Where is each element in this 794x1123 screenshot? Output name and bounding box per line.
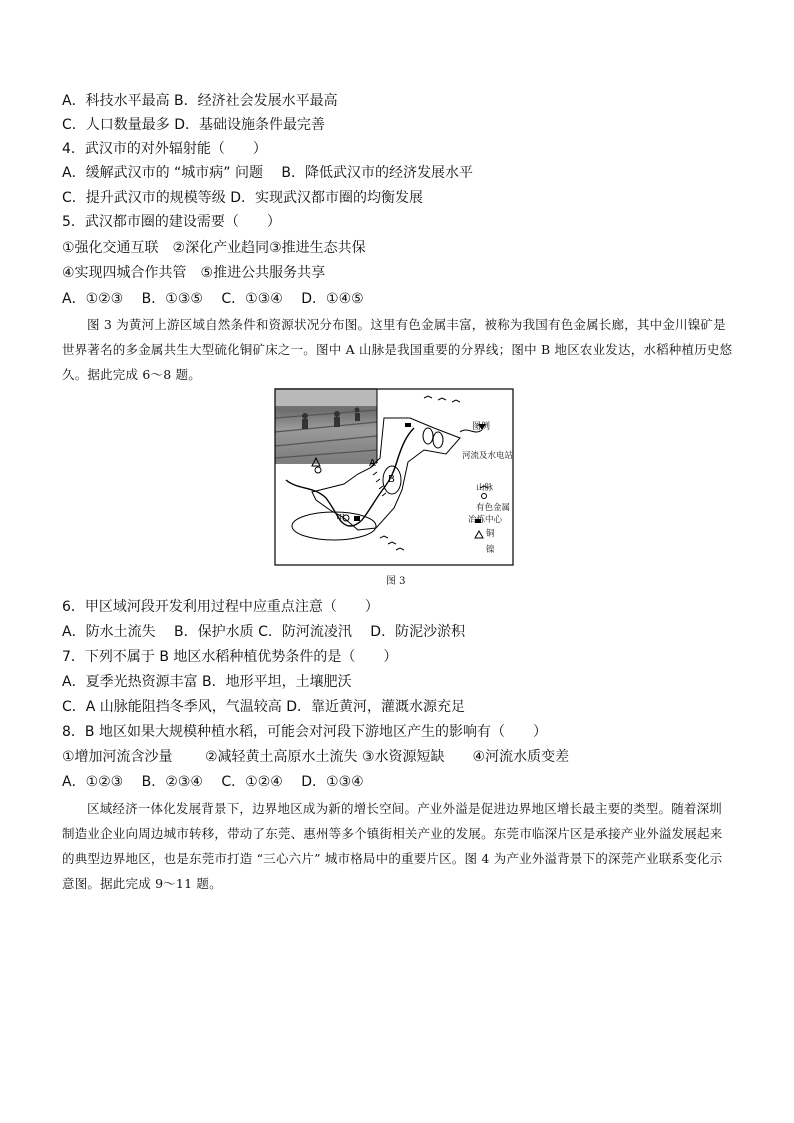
option-line-5: A．①②③ B．①③⑤ C．①③④ D．①④⑤ [62,291,364,307]
legend-copper: 铜 [486,529,495,539]
legend-mountain: 山脉 [476,483,494,493]
option-line-8: A．①②③ B．②③④ C．①②④ D．①③④ [62,774,364,790]
legend-metal: 有色金属 [476,503,511,513]
label-A: A [369,458,376,469]
legend-smelting: 冶炼中心 [468,515,503,525]
question-4-stem: 4．武汉市的对外辐射能（ ） [62,141,267,157]
legend-title: 图例 [472,422,491,432]
question-7-stem: 7．下列不属于 B 地区水稻种植优势条件的是（ ） [62,649,398,665]
label-jia: 甲 [336,514,346,524]
intro-paragraph-fig4: 区域经济一体化发展背景下，边界地区成为新的增长空间。产业外溢是促进边界地区增长最主要的类型。随着深圳制造业企业向周边城市转移，带动了东莞、惠州等多个镇街相关产业的发展。东莞市临深片区是承接产业外溢发展起来的典型边界地区，也是东莞市打造 “三心六片” 城市格局中的重要片区。图 4 为产业外溢背景下的深莞产业联系变化示意图。据此完成 9～11 题。 [62,801,723,891]
option-line-4cd: C．提升武汉市的规模等级 D．实现武汉都市圈的均衡发展 [62,190,424,206]
option-line-3ab: A．科技水平最高 B．经济社会发展水平最高 [62,93,338,109]
legend-nickel: 镍 [486,545,495,555]
option-line-3cd: C．人口数量最多 D．基础设施条件最完善 [62,117,326,133]
figure3-caption: 图 3 [386,576,406,587]
option-line-6: A．防水土流失 B．保护水质 C．防河流凌汛 D．防泥沙淤积 [62,624,466,640]
option-line-4ab: A．缓解武汉市的 “城市病” 问题 B．降低武汉市的经济发展水平 [62,165,474,181]
question-5-statements-2: ④实现四城合作共管 ⑤推进公共服务共享 [62,265,326,281]
option-line-7ab: A．夏季光热资源丰富 B．地形平坦，土壤肥沃 [62,674,352,690]
question-5-stem: 5．武汉都市圈的建设需要（ ） [62,214,281,230]
question-6-stem: 6．甲区域河段开发利用过程中应重点注意（ ） [62,599,379,615]
option-line-7cd: C．A 山脉能阻挡冬季风，气温较高 D．靠近黄河，灌溉水源充足 [62,699,466,715]
label-B: B [388,474,395,485]
question-8-stem: 8．B 地区如果大规模种植水稻，可能会对河段下游地区产生的影响有（ ） [62,724,547,740]
fig3-map [274,388,514,566]
intro-paragraph-fig3: 图 3 为黄河上游区域自然条件和资源状况分布图。这里有色金属丰富，被称为我国有色金属长廊，其中金川镍矿是世界著名的多金属共生大型硫化铜矿床之一。图中 A 山脉是我国重要的分界线；图中 B 地区农业发达，水稻种植历史悠久。据此完成 6～8 题。 [62,317,733,382]
question-5-statements-1: ①强化交通互联 ②深化产业趋同③推进生态共保 [62,240,366,256]
question-8-statements: ①增加河流含沙量 ②减轻黄土高原水土流失 ③水资源短缺 ④河流水质变差 [62,749,570,765]
legend-river-hydro: 河流及水电站 [462,451,514,461]
